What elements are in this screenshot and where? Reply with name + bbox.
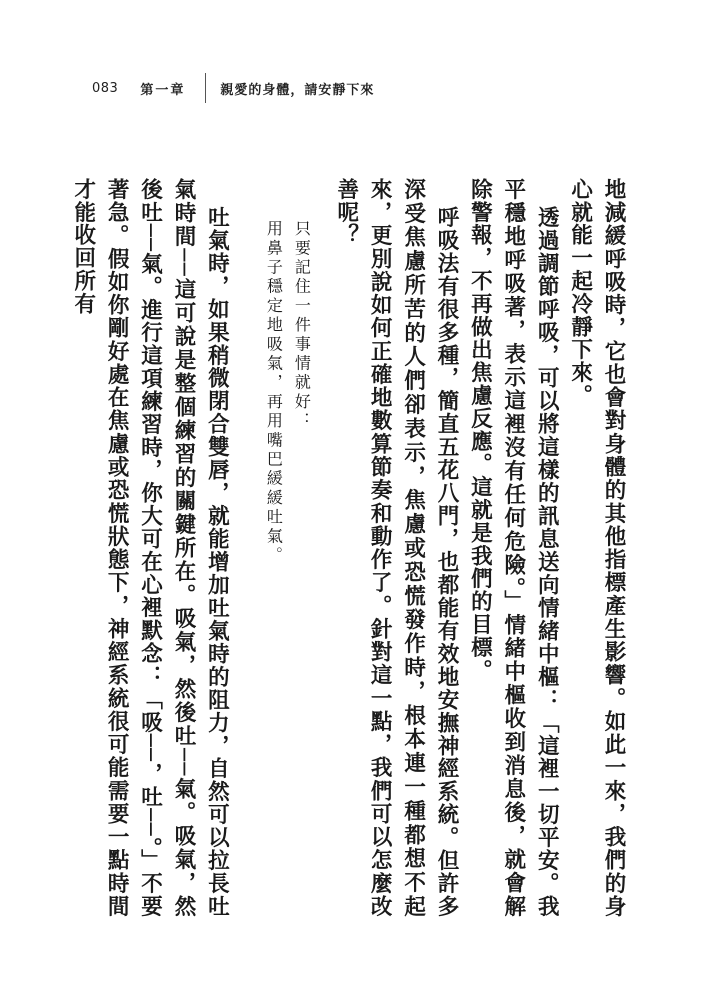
quote-line-1: 只要記住一件事情就好： [292,220,312,432]
paragraph-4: 吐氣時，如果稍微閉合雙唇，就能增加吐氣時的阻力，自然可以拉長吐氣時間──這可說是整個練習的關鍵所在。吸氣，然後吐──氣。吸氣，然後吐──氣。進行這項練習時，你大可在心裡默念：「吸──，吐──。」不要著急。假如你剛好處在焦慮或恐慌狀態下，神經系統很可能需要一點時間才能收回所有 [70,178,230,918]
paragraph-2: 透過調節呼吸，可以將這樣的訊息送向情緒中樞：「這裡一切平安。我平穩地呼吸著，表示這裡沒有任何危險。」情緒中樞收到消息後，就會解除警報，不再做出焦慮反應。這就是我們的目標。 [467,178,560,918]
running-header [92,78,374,98]
quote-line-2: 用鼻子穩定地吸氣，再用嘴巴緩緩吐氣。 [264,220,284,566]
chapter-label: 第一章 [140,82,186,98]
header-divider [205,73,206,103]
paragraph-1: 地減緩呼吸時，它也會對身體的其他指標產生影響。如此一來，我們的身心就能一起冷靜下來。 [567,178,626,918]
vertical-body-text [66,178,630,918]
page-number: 083 [92,80,119,96]
block-quote [259,178,315,918]
paragraph-3: 呼吸法有很多種，簡直五花八門，也都能有效地安撫神經系統。但許多深受焦慮所苦的人們卻表示，焦慮或恐慌發作時，根本連一種都想不起來，更別說如何正確地數算節奏和動作了。針對這一點，我們可以怎麼改善呢？ [333,178,459,918]
chapter-title: 親愛的身體，請安靜下來 [220,82,375,98]
